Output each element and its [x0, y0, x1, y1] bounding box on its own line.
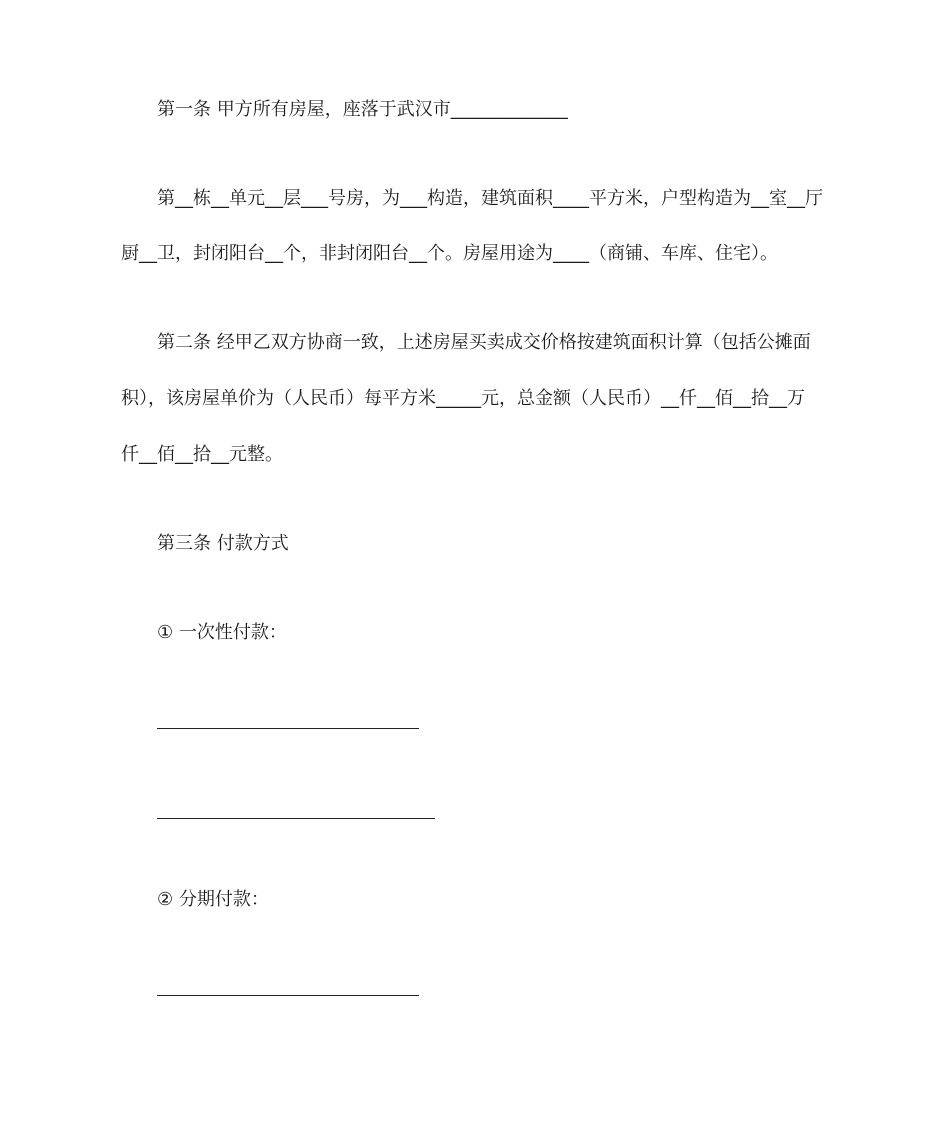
payment-option-lump-sum: ① 一次性付款： — [157, 622, 287, 643]
article-1-line-2: 第__栋__单元__层___号房，为___构造，建筑面积____平方米，户型构造为__室__厅 — [157, 188, 823, 209]
article-1-line-3: 厨__卫，封闭阳台__个，非封闭阳台__个。房屋用途为____（商铺、车库、住宅）。 — [121, 243, 778, 264]
article-2-line-2: 积），该房屋单价为（人民币）每平方米_____元，总金额（人民币）__仟__佰__拾__万 — [121, 388, 805, 409]
blank-fill-line — [157, 995, 419, 996]
article-3-heading: 第三条 付款方式 — [157, 533, 289, 554]
article-1-line-1: 第一条 甲方所有房屋，座落于武汉市_____________ — [157, 99, 568, 120]
article-2-line-1: 第二条 经甲乙双方协商一致，上述房屋买卖成交价格按建筑面积计算（包括公摊面 — [157, 332, 811, 353]
blank-fill-line — [157, 818, 435, 819]
blank-fill-line — [157, 728, 419, 729]
article-2-line-3: 仟__佰__拾__元整。 — [121, 444, 283, 465]
payment-option-installment: ② 分期付款： — [157, 889, 269, 910]
